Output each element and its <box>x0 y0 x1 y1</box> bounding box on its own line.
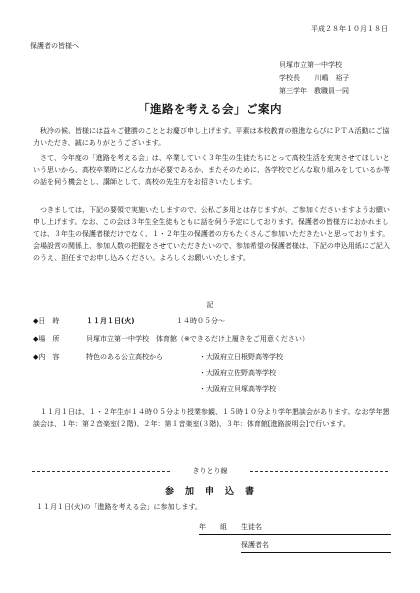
student-underline <box>199 534 391 535</box>
content-label: ◆内 容 <box>33 353 60 361</box>
paragraph-note-text: １１月１日は、１・２年生が１４時０５分より授業参観、１５時１０分より学年懇談会があります。なお学年懇談会は、１年：第２音楽室(２階)、２年：第１音楽室(３階)、３年：体育館[進路説明会]で行います。 <box>33 408 390 428</box>
sender-staff: 第三学年 教職員一同 <box>279 87 349 95</box>
event-date: １１月１日(火) <box>86 317 135 325</box>
letter-date: 平成２８年１０月１８日 <box>311 25 388 33</box>
cut-dash-left <box>32 471 170 472</box>
guardian-underline <box>241 552 391 553</box>
sender-principal <box>279 73 349 83</box>
paragraph-purpose <box>33 152 391 188</box>
paragraph-greeting-text: 秋冷の候、皆様には益々ご健勝のこととお慶び申し上げます。平素は本校教育の推進ならびにＰＴＡ活動にご協力いただき、誠にありがとうございます。 <box>33 127 390 147</box>
place-value: 貝塚市立第一中学校 体育館（※できるだけ上履きをご用意ください） <box>86 335 309 343</box>
ki-mark: 記 <box>206 301 214 309</box>
school-item: ・大阪府立日根野高等学校 <box>199 353 283 361</box>
form-title: 参 加 申 込 書 <box>164 487 255 497</box>
student-label: 年 組 生徒名 <box>199 523 262 531</box>
content-intro: 特色のある公立高校から <box>86 353 163 361</box>
paragraph-request-text: つきましては、下記の要領で実施いたしますので、公私ご多用とは存じますが、ご参加くださいますようお願い申し上げます。なお、この会は３年生全生徒もともに話を伺う予定にしております。保護者の皆様方におかれましては、３年生の保護者様だけでなく、１・２年生の保護者の方もたくさんご参加いただきたいと思っております。会場設営の関係上、参加人数の把握をさせていただきたいので、参加希望の保護者様は、下記の申込用紙にご記入のうえ、担任までお申し込みください。よろしくお願いいたします。 <box>33 206 390 262</box>
cut-line-label: きりとり線 <box>192 467 228 475</box>
cut-dash-right <box>250 471 388 472</box>
school-item: ・大阪府立貝塚高等学校 <box>199 385 276 393</box>
datetime-label: ◆日 時 <box>33 317 60 325</box>
guardian-label: 保護者名 <box>241 541 269 549</box>
paragraph-note <box>33 406 391 430</box>
sender-org: 貝塚市立第一中学校 <box>279 61 342 69</box>
form-text: １１月１日(火)の「進路を考える会」に参加します。 <box>36 503 202 511</box>
place-label: ◆場 所 <box>33 335 60 343</box>
page-title: 「進路を考える会」ご案内 <box>138 102 282 116</box>
principal-title: 学校長 <box>279 74 300 82</box>
event-time: １４時０５分～ <box>176 317 225 325</box>
school-item: ・大阪府立佐野高等学校 <box>199 369 276 377</box>
cut-line <box>28 466 392 476</box>
recipient: 保護者の皆様へ <box>30 42 79 50</box>
principal-name: 川嶋 裕子 <box>314 74 350 82</box>
paragraph-purpose-text: さて、今年度の「進路を考える会」は、卒業していく３年生の生徒たちにとって高校生活を充実させてほしいという思いから、高校卒業時にどんな力が必要であるか、またそのために、各学校でどんな取り組みをしているか等の話を伺う機会とし、講師として、高校の先生方をお招きいたします。 <box>33 154 390 186</box>
paragraph-greeting <box>33 125 391 149</box>
paragraph-request <box>33 204 391 264</box>
